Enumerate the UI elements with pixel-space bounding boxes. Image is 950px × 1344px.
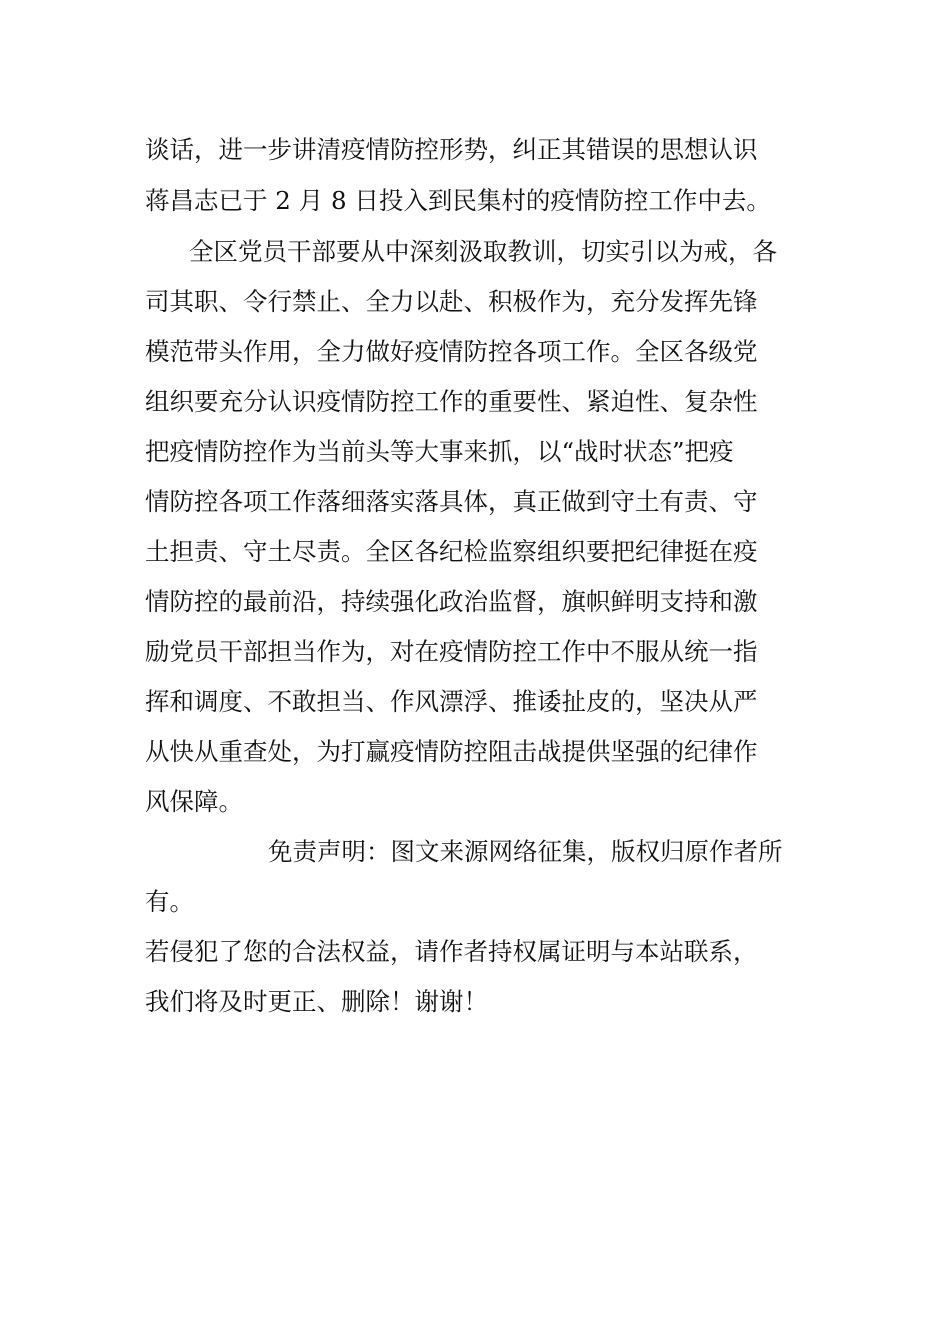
paragraph-2-line-3: 模范带头作用，全力做好疫情防控各项工作。全区各级党 xyxy=(145,337,758,366)
disclaimer-line-4: 我们将及时更正、删除！谢谢！ xyxy=(145,987,488,1016)
paragraph-1-line-1: 谈话，进一步讲清疫情防控形势，纠正其错误的思想认识 xyxy=(145,135,758,164)
paragraph-1-line-2: 蒋昌志已于 2 月 8 日投入到民集村的疫情防控工作中去。 xyxy=(145,186,771,215)
paragraph-2-line-7: 土担责、守土尽责。全区各纪检监察组织要把纪律挺在疫 xyxy=(145,537,758,566)
disclaimer-line-1: 免责声明：图文来源网络征集，版权归原作者所 xyxy=(268,837,783,866)
disclaimer-line-3: 若侵犯了您的合法权益，请作者持权属证明与本站联系， xyxy=(145,937,758,966)
paragraph-2-line-10: 挥和调度、不敢担当、作风漂浮、推诿扯皮的，坚决从严 xyxy=(145,687,758,716)
paragraph-2-line-6: 情防控各项工作落细落实落具体，真正做到守土有责、守 xyxy=(145,487,758,516)
paragraph-2-line-8: 情防控的最前沿，持续强化政治监督，旗帜鲜明支持和激 xyxy=(145,587,758,616)
disclaimer-line-2: 有。 xyxy=(145,887,194,916)
paragraph-2-line-4: 组织要充分认识疫情防控工作的重要性、紧迫性、复杂性 xyxy=(145,387,758,416)
paragraph-2-line-1: 全区党员干部要从中深刻汲取教训，切实引以为戒，各 xyxy=(189,237,777,266)
paragraph-2-line-9: 励党员干部担当作为，对在疫情防控工作中不服从统一指 xyxy=(145,637,758,666)
paragraph-2-line-11: 从快从重查处，为打赢疫情防控阻击战提供坚强的纪律作 xyxy=(145,737,758,766)
paragraph-2-line-5: 把疫情防控作为当前头等大事来抓，以“战时状态”把疫 xyxy=(145,437,734,466)
paragraph-2-line-12: 风保障。 xyxy=(145,787,243,816)
paragraph-2-line-2: 司其职、令行禁止、全力以赴、积极作为，充分发挥先锋 xyxy=(145,287,758,316)
